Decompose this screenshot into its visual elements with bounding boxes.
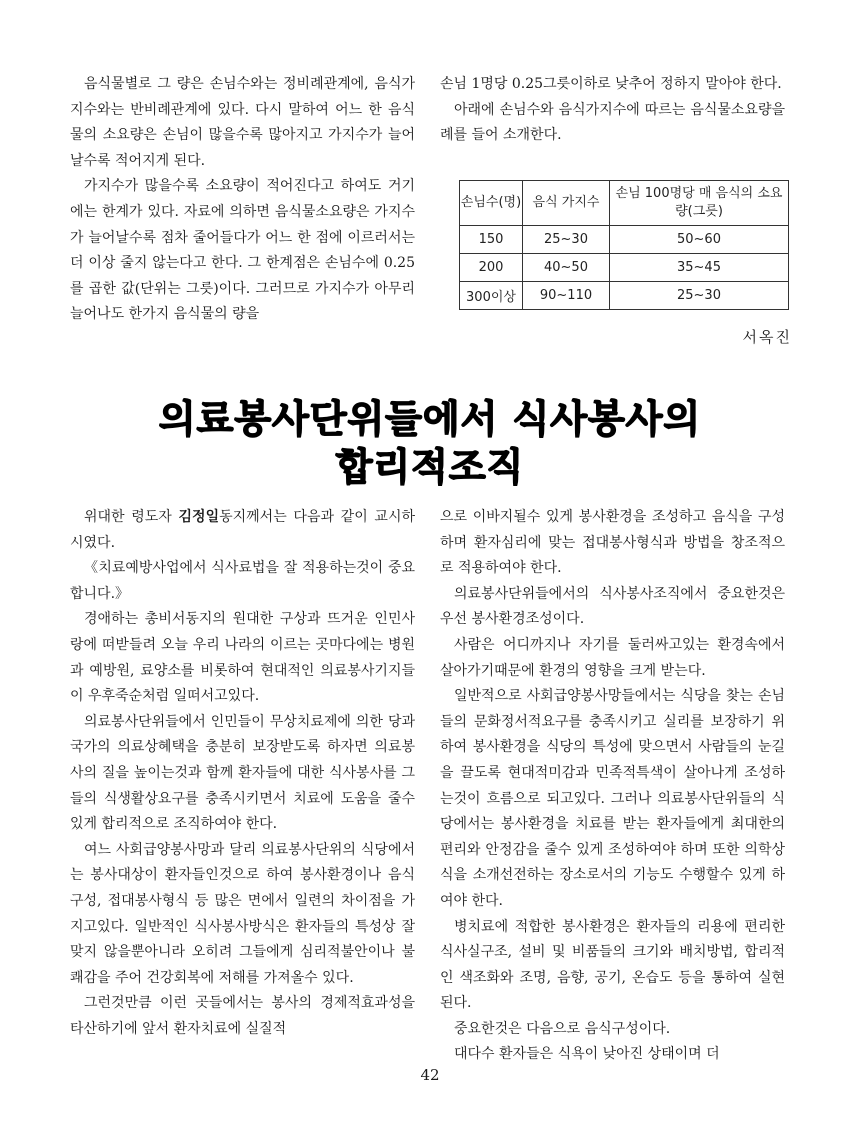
cell-dishes: 40~50 [523, 254, 610, 282]
bottom-right-column [440, 505, 785, 1068]
header-dishes: 음식 가지수 [523, 181, 610, 226]
table-header-row [460, 181, 789, 226]
paragraph: 여느 사회급양봉사망과 달리 의료봉사단위의 식당에서는 봉사대상이 환자들인것으로 하여 봉사환경이나 음식구성, 접대봉사형식 등 많은 면에서 일련의 차이점을 가지고있다. 일반적인 식사봉사방식은 환자들의 특성상 잘 맞지 않을뿐아니라 오히려 그들에게 심리적불안이나 불쾌감을 주어 건강회복에 저해를 가져올수 있다. [70, 841, 415, 986]
cell-dishes: 90~110 [523, 282, 610, 310]
article-title-line1: 의료봉사단위들에서 식사봉사의 [158, 397, 702, 441]
article-title-line2: 합리적조직 [335, 445, 525, 489]
food-portion-table [459, 180, 789, 310]
intro-paragraph [70, 505, 415, 556]
header-amount: 손님 100명당 매 음식의 소요량(그릇) [610, 181, 789, 226]
cell-guests: 150 [460, 226, 523, 254]
cell-amount: 50~60 [610, 226, 789, 254]
top-right-column [440, 72, 785, 149]
paragraph: 병치료에 적합한 봉사환경은 환자들의 리용에 편리한 식사실구조, 설비 및 비품들의 크기와 배치방법, 합리적인 색조화와 조명, 음향, 공기, 온습도 등을 통하여 실현된다. [440, 918, 785, 1012]
cell-amount: 25~30 [610, 282, 789, 310]
intro-before: 위대한 령도자 [84, 509, 179, 525]
cell-guests: 300이상 [460, 282, 523, 310]
quote-text: 《치료예방사업에서 식사료법을 잘 적용하는것이 중요합니다.》 [70, 560, 415, 602]
table-row [460, 254, 789, 282]
cell-dishes: 25~30 [523, 226, 610, 254]
paragraph: 의료봉사단위들에서의 식사봉사조직에서 중요한것은 우선 봉사환경조성이다. [440, 585, 785, 628]
quote-paragraph [70, 556, 415, 607]
paragraph: 그런것만큼 이런 곳들에서는 봉사의 경제적효과성을 타산하기에 앞서 환자치료에 실질적 [70, 995, 415, 1037]
leader-name: 김정일 [178, 509, 220, 525]
paragraph-continued: 으로 이바지될수 있게 봉사환경을 조성하고 음식을 구성하며 환자심리에 맞는 접대봉사형식과 방법을 창조적으로 적용하여야 한다. [440, 509, 785, 577]
paragraph: 음식물별로 그 량은 손님수와는 정비례관계에, 음식가지수와는 반비례관계에 있다. 다시 말하여 어느 한 음식물의 소요량은 손님이 많을수록 많아지고 가지수가 늘어날수록 적어지게 된다. [70, 76, 415, 169]
cell-amount: 35~45 [610, 254, 789, 282]
paragraph: 대다수 환자들은 식욕이 낮아진 상태이며 더 [454, 1046, 720, 1063]
paragraph: 아래에 손님수와 음식가지수에 따르는 음식물소요량을 례를 들어 소개한다. [440, 101, 785, 144]
page-number: 42 [420, 1066, 440, 1084]
paragraph: 중요한것은 다음으로 음식구성이다. [454, 1020, 671, 1037]
top-left-column [70, 72, 415, 328]
header-guests: 손님수(명) [460, 181, 523, 226]
paragraph-continued: 손님 1명당 0.25그릇이하로 낮추어 정하지 말아야 한다. [440, 76, 782, 92]
intro-after: 동지께서는 다음과 같이 교시하시였다. [70, 509, 415, 551]
paragraph: 사람은 어디까지나 자기를 둘러싸고있는 환경속에서 살아가기때문에 환경의 영향을 크게 받는다. [440, 636, 785, 679]
paragraph: 일반적으로 사회급양봉사망들에서는 식당을 찾는 손님들의 문화정서적요구를 충족시키고 실리를 보장하기 위하여 봉사환경을 식당의 특성에 맞으면서 사람들의 눈길을 끌도록 현대적미감과 민족적특색이 살아나게 조성하는것이 흐름으로 되고있다. 그러나 의료봉사단위들의 식당에서는 봉사환경을 치료를 받는 환자들에게 최대한의 편리와 안정감을 줄수 있게 조성하여야 하며 또한 의학상식을 소개선전하는 장소로서의 기능도 수행할수 있게 하여야 한다. [440, 688, 785, 909]
table-row [460, 226, 789, 254]
bottom-left-column [70, 505, 415, 1042]
author-name: 서옥진 [742, 328, 792, 346]
paragraph: 의료봉사단위들에서 인민들이 무상치료제에 의한 당과 국가의 의료상혜택을 충분히 보장받도록 하자면 의료봉사의 질을 높이는것과 함께 환자들에 대한 식사봉사를 그들의 식생활상요구를 충족시키면서 치료에 도움을 줄수 있게 합리적으로 조직하여야 한다. [70, 713, 415, 833]
table-row [460, 282, 789, 310]
paragraph: 가지수가 많을수록 소요량이 적어진다고 하여도 거기에는 한계가 있다. 자료에 의하면 음식물소요량은 가지수가 늘어날수록 점차 줄어들다가 어느 한 점에 이르러서는 더 이상 줄지 않는다고 한다. 그 한계점은 손님수에 0.25를 곱한 값(단위는 그릇)이다. 그러므로 가지수가 아무리 늘어나도 한가지 음식물의 량을 [70, 178, 415, 323]
cell-guests: 200 [460, 254, 523, 282]
paragraph: 경애하는 총비서동지의 원대한 구상과 뜨거운 인민사랑에 떠받들려 오늘 우리 나라의 이르는 곳마다에는 병원과 예방원, 료양소를 비롯하여 현대적인 의료봉사기지들이 우후죽순처럼 일떠서고있다. [70, 611, 415, 705]
